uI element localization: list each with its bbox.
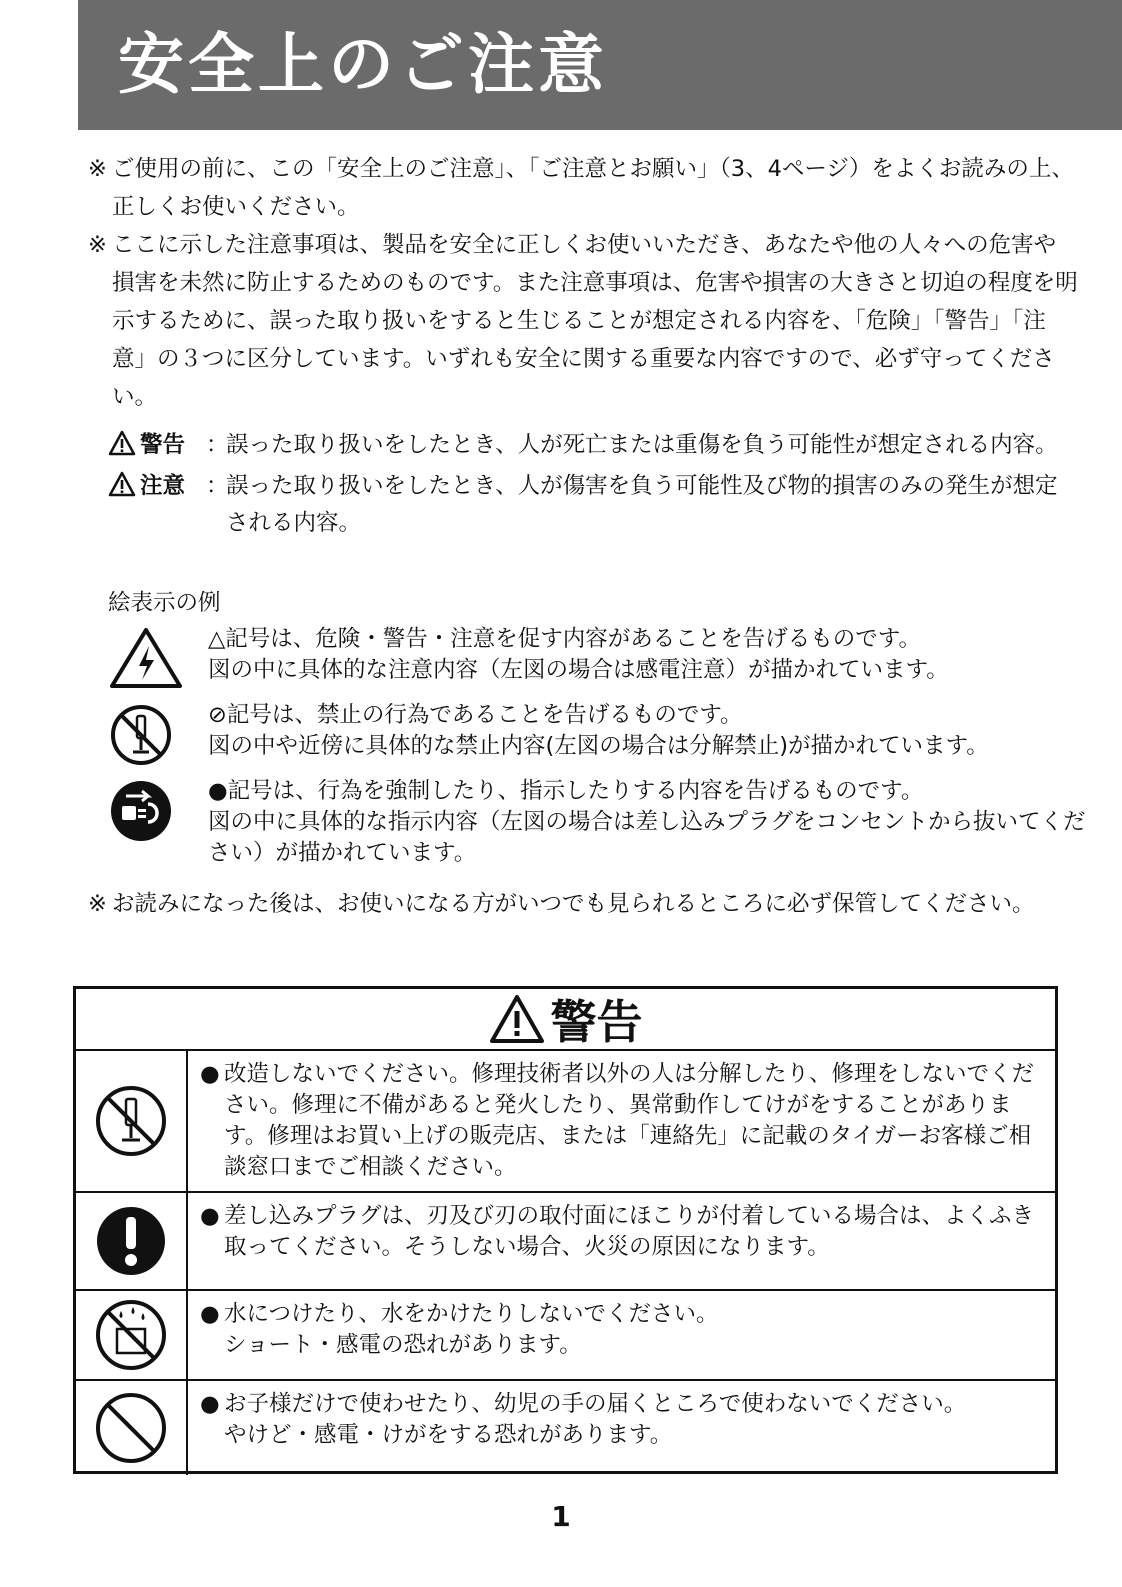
- warning-triangle-icon: [108, 430, 136, 456]
- pictogram-row: [108, 624, 1098, 686]
- reference-mark: ※: [88, 232, 107, 258]
- bullet: ●: [200, 1061, 220, 1087]
- pictogram-line: ●記号は、行為を強制したり、指示したりする内容を告げるものです。: [208, 778, 924, 804]
- definition-label-text: 注意: [140, 473, 186, 499]
- intro-note-text: ここに示した注意事項は、製品を安全に正しくお使いいただき、あなたや他の人々への危害や損害を未然に防止するためのものです。また注意事項は、危害や損害の大きさと切迫の程度を明示するために、誤った取り扱いをすると生じることが想定される内容を、「危険」「警告」「注意」の３つに区分しています。いずれも安全に関する重要な内容ですので、必ず守ってください。: [112, 232, 1078, 410]
- warning-item-text: 水につけたり、水をかけたりしないでください。: [224, 1301, 719, 1327]
- no-water-icon: [93, 1297, 169, 1373]
- after-reading-note: [88, 885, 1078, 923]
- prohibition-icon: [93, 1390, 169, 1466]
- definition-label-text: 警告: [140, 432, 186, 458]
- warning-row: [76, 1381, 1055, 1475]
- warning-item-text: やけど・感電・けがをする恐れがあります。: [224, 1422, 673, 1448]
- bullet: ●: [200, 1391, 220, 1417]
- storage-note-text: お読みになった後は、お使いになる方がいつでも見られるところに必ず保管してください。: [112, 891, 1035, 917]
- warning-icon-cell: [76, 1193, 188, 1289]
- warning-table: [73, 986, 1058, 1474]
- unplug-icon: [108, 778, 174, 853]
- electric-shock-warning-icon: [108, 626, 184, 699]
- reference-mark: ※: [88, 156, 107, 182]
- warning-item: [200, 1389, 1041, 1451]
- warning-item-text: お子様だけで使わせたり、幼児の手の届くところで使わないでください。: [224, 1391, 967, 1417]
- warning-triangle-icon: [108, 471, 136, 497]
- warning-item-text: 差し込みプラグは、刃及び刃の取付面にほこりが付着している場合は、よくふき取ってください。そうしない場合、火災の原因になります。: [224, 1203, 1035, 1260]
- definition-colon: ：: [206, 432, 229, 458]
- pictogram-line: 図の中に具体的な注意内容（左図の場合は感電注意）が描かれています。: [208, 657, 949, 683]
- intro-note: [88, 226, 1078, 416]
- pictogram-line: 図の中に具体的な指示内容（左図の場合は差し込みプラグをコンセントから抜いてください）が描かれています。: [208, 809, 1086, 866]
- definition-colon: ：: [206, 473, 229, 499]
- warning-text-cell: [188, 1381, 1055, 1475]
- warning-table-title: 警告: [550, 995, 643, 1049]
- warning-item: [200, 1059, 1041, 1183]
- definitions: [108, 427, 1068, 546]
- definition-warning: [108, 427, 1068, 464]
- warning-row: [76, 1193, 1055, 1291]
- pictogram-line: 図の中や近傍に具体的な禁止内容(左図の場合は分解禁止)が描かれています。: [208, 733, 989, 759]
- warning-item-text: ショート・感電の恐れがあります。: [224, 1332, 582, 1358]
- no-disassembly-icon: [93, 1083, 169, 1159]
- warning-item: [200, 1201, 1041, 1263]
- warning-item-text: 改造しないでください。修理技術者以外の人は分解したり、修理をしないでください。修理に不備があると発火したり、異常動作してけがをすることがあります。修理はお買い上げの販売店、または「連絡先」に記載のタイガーお客様ご相談窓口までご相談ください。: [224, 1061, 1035, 1180]
- warning-row: [76, 1291, 1055, 1381]
- definition-text: 誤った取り扱いをしたとき、人が傷害を負う可能性及び物的損害のみの発生が想定される内容。: [226, 473, 1058, 536]
- warning-table-header: [76, 989, 1055, 1051]
- definition-caution: [108, 468, 1068, 542]
- warning-text-cell: [188, 1291, 1055, 1379]
- storage-note: [88, 885, 1078, 923]
- definition-label: [108, 427, 185, 464]
- pictogram-row: [108, 700, 1098, 762]
- page-header: [78, 0, 1122, 130]
- warning-row: [76, 1051, 1055, 1193]
- definition-label: [108, 468, 185, 505]
- bullet: ●: [200, 1203, 220, 1229]
- pictogram-heading: 絵表示の例: [108, 590, 221, 616]
- warning-triangle-icon: [489, 994, 545, 1044]
- pictogram-row: [108, 776, 1098, 869]
- bullet: ●: [200, 1301, 220, 1327]
- pictogram-line: ⊘記号は、禁止の行為であることを告げるものです。: [208, 702, 743, 728]
- pictogram-examples: [108, 586, 1098, 883]
- reference-mark: ※: [88, 891, 107, 917]
- warning-text-cell: [188, 1051, 1055, 1191]
- page-number: 1: [551, 1500, 571, 1533]
- warning-icon-cell: [76, 1381, 188, 1475]
- pictogram-line: △記号は、危険・警告・注意を促す内容があることを告げるものです。: [208, 626, 922, 652]
- intro-note: [88, 150, 1078, 226]
- intro-section: [88, 150, 1078, 416]
- definition-text: 誤った取り扱いをしたとき、人が死亡または重傷を負う可能性が想定される内容。: [226, 432, 1058, 458]
- warning-item: [200, 1299, 1041, 1361]
- warning-icon-cell: [76, 1051, 188, 1191]
- no-disassembly-icon: [108, 702, 174, 777]
- warning-text-cell: [188, 1193, 1055, 1289]
- intro-note-text: ご使用の前に、この「安全上のご注意」、「ご注意とお願い」（3、4ページ）をよくお読みの上、正しくお使いください。: [112, 156, 1074, 220]
- warning-icon-cell: [76, 1291, 188, 1379]
- mandatory-exclamation-icon: [93, 1203, 169, 1279]
- page-title: 安全上のご注意: [118, 26, 608, 103]
